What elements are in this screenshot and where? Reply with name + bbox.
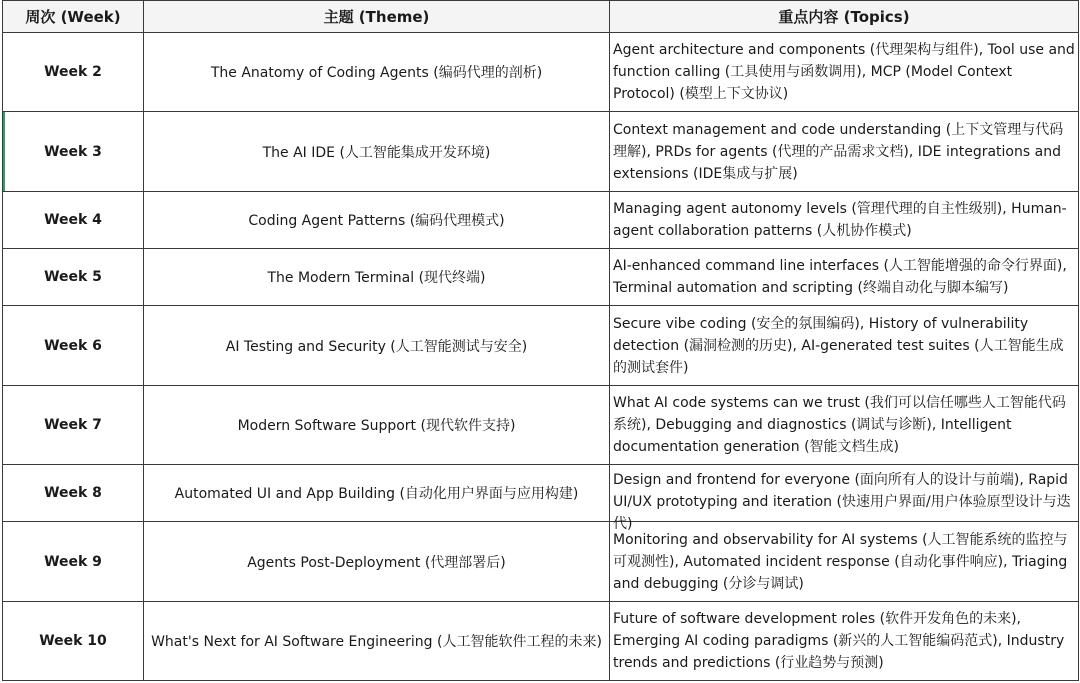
theme-cell: The AI IDE (人工智能集成开发环境) <box>144 112 610 192</box>
header-row <box>3 1 1079 33</box>
topics-text: Managing agent autonomy levels (管理代理的自主性级别), Human-agent collaboration patterns (人机协作模式) <box>613 201 1067 239</box>
week-cell: Week 6 <box>3 306 144 386</box>
theme-cell: The Modern Terminal (现代终端) <box>144 249 610 306</box>
week-cell: Week 9 <box>3 522 144 602</box>
theme-cell: Automated UI and App Building (自动化用户界面与应用构建) <box>144 465 610 522</box>
topics-cell <box>610 249 1079 306</box>
header-week: 周次 (Week) <box>3 1 144 33</box>
topics-cell <box>610 465 1079 532</box>
table-row <box>3 386 1079 465</box>
week-cell: Week 5 <box>3 249 144 306</box>
theme-cell: AI Testing and Security (人工智能测试与安全) <box>144 306 610 386</box>
week-cell: Week 7 <box>3 386 144 465</box>
week-cell: Week 2 <box>3 33 144 112</box>
topics-text: What AI code systems can we trust (我们可以信任哪些人工智能代码系统), Debugging and diagnostics (调试与诊断), Intelligent documentation generation (智能文档生成) <box>613 395 1066 455</box>
week-cell: Week 8 <box>3 465 144 522</box>
topics-cell <box>610 192 1079 249</box>
week-cell: Week 10 <box>3 602 144 681</box>
table-row <box>3 465 1079 522</box>
topics-cell <box>610 522 1079 602</box>
theme-cell: Agents Post-Deployment (代理部署后) <box>144 522 610 602</box>
topics-cell <box>610 386 1079 465</box>
topics-text: Future of software development roles (软件开发角色的未来), Emerging AI coding paradigms (新兴的人工智能编码范式), Industry trends and predictions (行业趋势与预测) <box>613 611 1065 671</box>
week-cell: Week 4 <box>3 192 144 249</box>
topics-cell <box>610 33 1079 112</box>
header-topics: 重点内容 (Topics) <box>610 1 1079 33</box>
topics-text: AI-enhanced command line interfaces (人工智能增强的命令行界面), Terminal automation and scripting (终端自动化与脚本编写) <box>613 258 1067 296</box>
table-row <box>3 112 1079 192</box>
table-row <box>3 249 1079 306</box>
table-row <box>3 192 1079 249</box>
topics-text: Agent architecture and components (代理架构与组件), Tool use and function calling (工具使用与函数调用), MCP (Model Context Protocol) (模型上下文协议) <box>613 42 1075 102</box>
topics-text: Secure vibe coding (安全的氛围编码), History of vulnerability detection (漏洞检测的历史), AI-generated test suites (人工智能生成的测试套件) <box>613 315 1064 376</box>
table-row <box>3 306 1079 386</box>
topics-text: Design and frontend for everyone (面向所有人的设计与前端), Rapid UI/UX prototyping and iteration (快速用户界面/用户体验原型设计与迭代) <box>613 472 1071 532</box>
theme-cell: Modern Software Support (现代软件支持) <box>144 386 610 465</box>
theme-cell: The Anatomy of Coding Agents (编码代理的剖析) <box>144 33 610 112</box>
topics-text: Monitoring and observability for AI systems (人工智能系统的监控与可观测性), Automated incident response (自动化事件响应), Triaging and debugging (分诊与调试) <box>613 531 1068 592</box>
header-theme: 主题 (Theme) <box>144 1 610 33</box>
week-cell: Week 3 <box>3 112 144 192</box>
table-row <box>3 602 1079 681</box>
topics-cell <box>610 306 1079 386</box>
topics-text: Context management and code understanding (上下文管理与代码理解), PRDs for agents (代理的产品需求文档), IDE integrations and extensions (IDE集成与扩展) <box>613 121 1064 182</box>
course-schedule-table <box>2 0 1079 681</box>
topics-cell <box>610 602 1079 681</box>
table-row <box>3 33 1079 112</box>
theme-cell: Coding Agent Patterns (编码代理模式) <box>144 192 610 249</box>
table-row <box>3 522 1079 602</box>
theme-cell: What's Next for AI Software Engineering (人工智能软件工程的未来) <box>144 602 610 681</box>
topics-cell <box>610 112 1079 192</box>
